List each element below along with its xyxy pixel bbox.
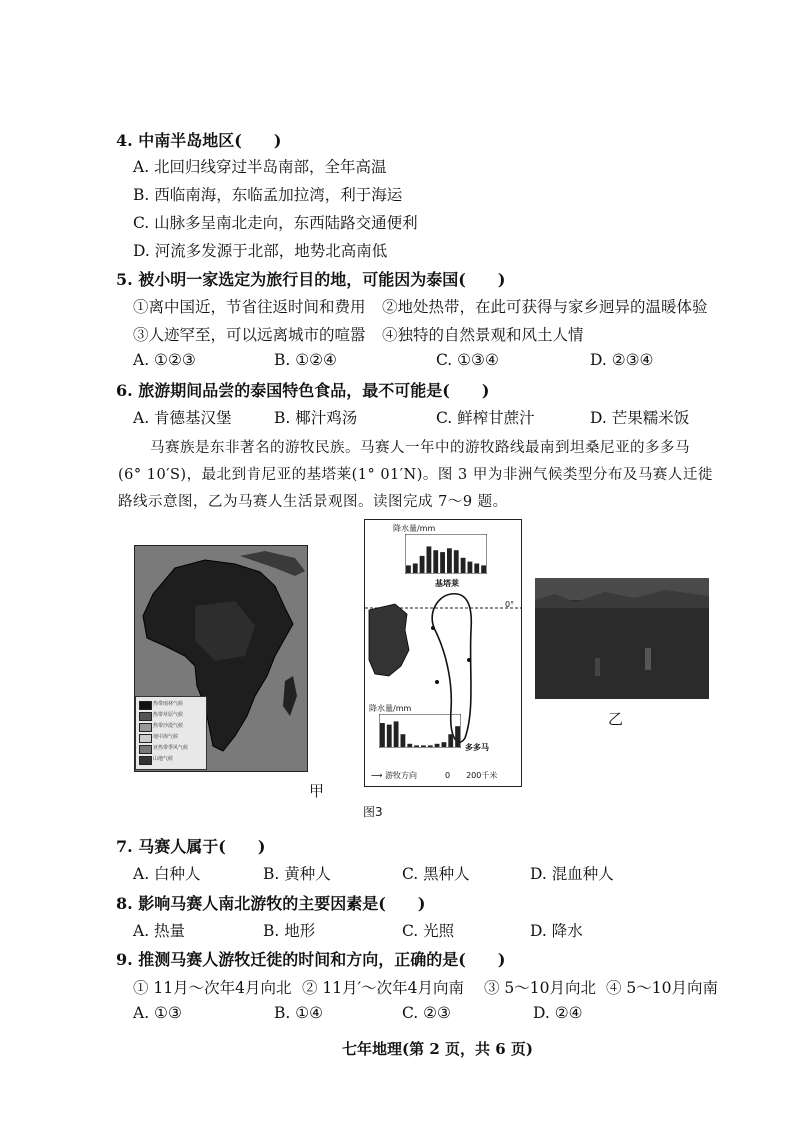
q7-option-d: D. 混血种人 bbox=[530, 865, 614, 883]
page-footer: 七年地理(第 2 页，共 6 页) bbox=[342, 1040, 533, 1058]
rainfall-bar bbox=[461, 558, 466, 573]
q9-option-d: D. ②④ bbox=[533, 1004, 583, 1022]
q5-option-a: A. ①②③ bbox=[133, 351, 196, 369]
rainfall-bar bbox=[448, 734, 453, 747]
arrow-icon: ⟶ bbox=[371, 771, 383, 780]
legend-label: 热带草原气候 bbox=[153, 712, 184, 718]
route-legend bbox=[371, 770, 417, 781]
legend-item bbox=[139, 744, 203, 753]
rainfall-bar bbox=[428, 745, 433, 747]
q9-statement-4: ④ 5～10月向南 bbox=[606, 979, 719, 997]
q6-option-c: C. 鲜榨甘蔗汁 bbox=[436, 409, 535, 427]
legend-swatch bbox=[139, 701, 152, 710]
legend-item bbox=[139, 700, 203, 709]
rainfall-bar bbox=[394, 721, 399, 747]
legend-swatch bbox=[139, 734, 152, 743]
rainfall-bar bbox=[420, 556, 425, 573]
figure-caption: 图3 bbox=[363, 805, 383, 819]
rainfall-bar bbox=[440, 552, 445, 573]
q7-option-c: C. 黑种人 bbox=[402, 865, 470, 883]
rainfall-bar bbox=[433, 550, 438, 573]
legend-swatch bbox=[139, 745, 152, 754]
figure-label-jia: 甲 bbox=[309, 782, 325, 800]
q9-statement-3: ③ 5～10月向北 bbox=[484, 979, 597, 997]
rainfall-chart-top bbox=[405, 534, 487, 574]
q5-option-d: D. ②③④ bbox=[590, 351, 654, 369]
q8-option-d: D. 降水 bbox=[530, 922, 583, 940]
q7-option-b: B. 黄种人 bbox=[263, 865, 331, 883]
q5-statement-2: ②地处热带，在此可获得与家乡迥异的温暖体验 bbox=[382, 298, 708, 316]
rainfall-bar bbox=[401, 734, 406, 747]
q8-option-b: B. 地形 bbox=[263, 922, 316, 940]
legend-item bbox=[139, 755, 203, 764]
rainfall-bar bbox=[380, 723, 385, 747]
rainfall-bar bbox=[474, 564, 479, 574]
rainfall-bar bbox=[414, 745, 419, 747]
equator-label: 0° bbox=[505, 600, 515, 609]
legend-item bbox=[139, 733, 203, 742]
legend-item bbox=[139, 711, 203, 720]
passage-line-2: (6° 10′S)，最北到肯尼亚的基塔莱(1° 01′N)。图 3 甲为非洲气候类型分布及马赛人迁徙 bbox=[118, 467, 713, 483]
rainfall-bar bbox=[421, 745, 426, 747]
q9-option-c: C. ②③ bbox=[402, 1004, 451, 1022]
q5-statement-4: ④独特的自然景观和风土人情 bbox=[382, 326, 584, 344]
q9-statement-1: ① 11月～次年4月向北 bbox=[133, 979, 292, 997]
legend-label: 山地气候 bbox=[153, 756, 174, 762]
q5-statement-3: ③人迹罕至，可以远离城市的喧嚣 bbox=[133, 326, 366, 344]
masai-photo-graphic bbox=[535, 578, 709, 699]
q4-option-c: C. 山脉多呈南北走向，东西陆路交通便利 bbox=[133, 214, 418, 232]
legend-swatch bbox=[139, 756, 152, 765]
q8-option-c: C. 光照 bbox=[402, 922, 455, 940]
rainfall-bar bbox=[447, 548, 452, 573]
rainfall-label-top: 降水量/mm bbox=[393, 524, 436, 533]
rainfall-bar bbox=[406, 565, 411, 573]
q4-option-d: D. 河流多发源于北部，地势北高南低 bbox=[133, 242, 388, 260]
route-legend-label: 游牧方向 bbox=[385, 771, 418, 780]
q5-stem: 5. 被小明一家选定为旅行目的地，可能因为泰国( ) bbox=[116, 270, 506, 289]
q9-option-b: B. ①④ bbox=[274, 1004, 324, 1022]
city-kitale: 基塔莱 bbox=[435, 579, 459, 588]
q5-statement-1: ①离中国近，节省往返时间和费用 bbox=[133, 298, 366, 316]
rainfall-bar bbox=[435, 744, 440, 747]
migration-route-map bbox=[364, 519, 522, 787]
rainfall-bar bbox=[442, 742, 447, 747]
q8-stem: 8. 影响马赛人南北游牧的主要因素是( ) bbox=[116, 894, 426, 913]
climate-legend bbox=[135, 696, 207, 770]
q6-option-a: A. 肯德基汉堡 bbox=[133, 409, 232, 427]
figure-label-yi: 乙 bbox=[608, 710, 624, 728]
q4-stem: 4. 中南半岛地区( ) bbox=[116, 131, 282, 150]
q9-statement-2: ② 11月′～次年4月向南 bbox=[302, 979, 465, 997]
masai-life-photo bbox=[535, 578, 709, 699]
rainfall-bar bbox=[455, 726, 460, 747]
rainfall-label-bottom: 降水量/mm bbox=[369, 704, 412, 713]
q8-option-a: A. 热量 bbox=[133, 922, 186, 940]
rainfall-bar bbox=[468, 562, 473, 573]
q7-stem: 7. 马赛人属于( ) bbox=[116, 837, 266, 856]
q4-option-a: A. 北回归线穿过半岛南部，全年高温 bbox=[133, 158, 387, 176]
passage-line-1: 马赛族是东非著名的游牧民族。马赛人一年中的游牧路线最南到坦桑尼亚的多多马 bbox=[150, 440, 690, 456]
q9-option-a: A. ①③ bbox=[133, 1004, 182, 1022]
q5-option-c: C. ①③④ bbox=[436, 351, 499, 369]
q6-stem: 6. 旅游期间品尝的泰国特色食品，最不可能是( ) bbox=[116, 381, 490, 400]
africa-climate-map bbox=[134, 545, 308, 772]
rainfall-bar bbox=[481, 565, 486, 573]
legend-label: 热带雨林气候 bbox=[153, 701, 184, 707]
rainfall-bar bbox=[407, 744, 412, 747]
legend-swatch bbox=[139, 723, 152, 732]
rainfall-bar bbox=[454, 550, 459, 573]
rainfall-chart-bottom bbox=[379, 714, 461, 748]
legend-item bbox=[139, 722, 203, 731]
q6-option-b: B. 椰汁鸡汤 bbox=[274, 409, 358, 427]
rainfall-bar bbox=[413, 564, 418, 574]
q9-stem: 9. 推测马赛人游牧迁徙的时间和方向，正确的是( ) bbox=[116, 950, 506, 969]
scale-bar-label: 0 200千米 bbox=[445, 771, 498, 780]
rainfall-bars-top bbox=[406, 546, 486, 573]
legend-label: 亚热带季风气候 bbox=[153, 745, 189, 751]
q5-option-b: B. ①②④ bbox=[274, 351, 337, 369]
passage-line-3: 路线示意图，乙为马赛人生活景观图。读图完成 7～9 题。 bbox=[118, 494, 508, 510]
legend-label: 热带沙漠气候 bbox=[153, 723, 184, 729]
rainfall-bar bbox=[427, 546, 432, 573]
legend-label: 地中海气候 bbox=[153, 734, 179, 740]
rainfall-bar bbox=[387, 725, 392, 747]
q7-option-a: A. 白种人 bbox=[133, 865, 201, 883]
q4-option-b: B. 西临南海，东临孟加拉湾，利于海运 bbox=[133, 186, 403, 204]
city-dodoma: 多多马 bbox=[465, 743, 489, 752]
rainfall-bars-bottom bbox=[380, 721, 460, 747]
q6-option-d: D. 芒果糯米饭 bbox=[590, 409, 690, 427]
legend-swatch bbox=[139, 712, 152, 721]
